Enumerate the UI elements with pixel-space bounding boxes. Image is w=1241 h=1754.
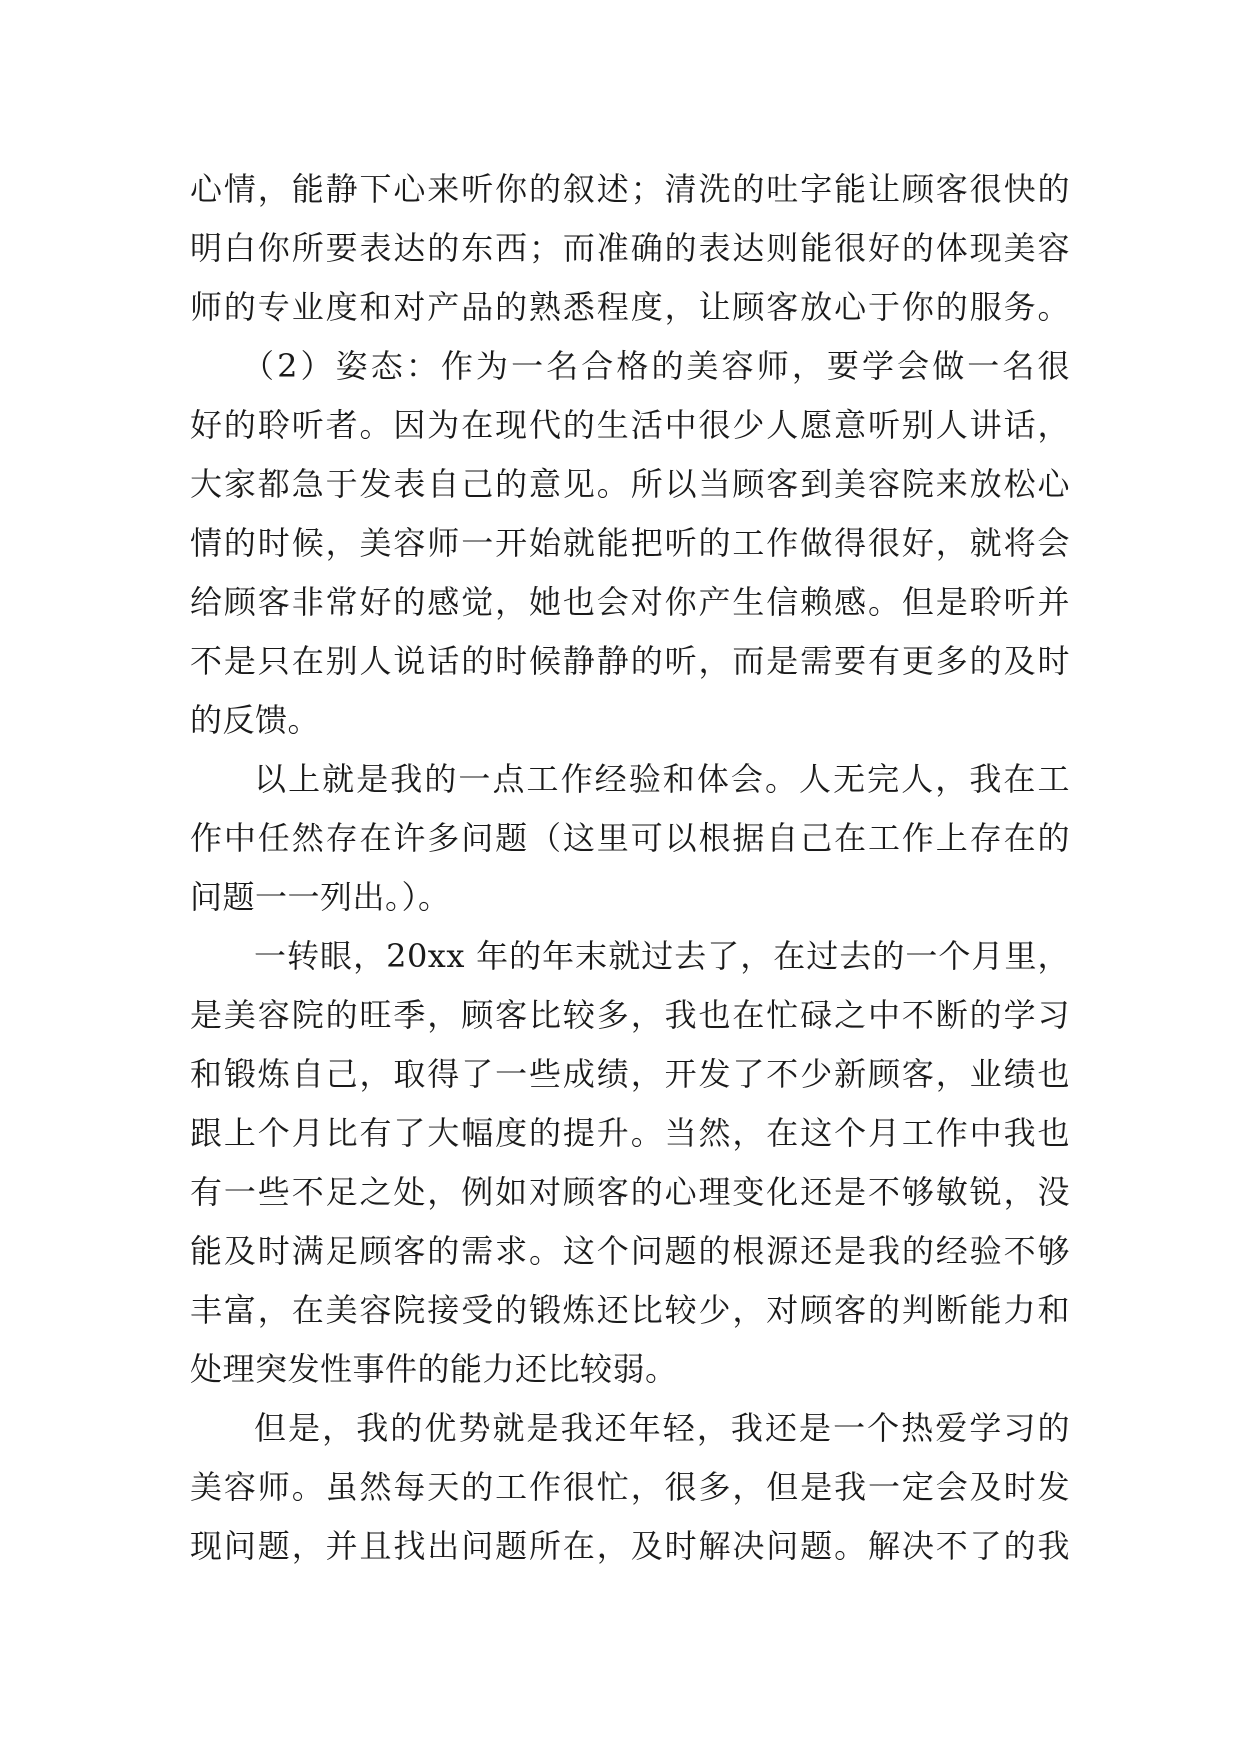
- text-line: 作中任然存在许多问题（这里可以根据自己在工作上存在的: [190, 819, 1070, 857]
- text-line: （2）姿态：作为一名合格的美容师，要学会做一名很: [242, 347, 1070, 385]
- text-line: 好的聆听者。因为在现代的生活中很少人愿意听别人讲话，: [190, 406, 1070, 444]
- text-line: 丰富，在美容院接受的锻炼还比较少，对顾客的判断能力和: [190, 1291, 1070, 1329]
- text-line: 明白你所要表达的东西；而准确的表达则能很好的体现美容: [190, 229, 1070, 267]
- text-line: 但是，我的优势就是我还年轻，我还是一个热爱学习的: [254, 1409, 1070, 1447]
- text-line: 心情，能静下心来听你的叙述；清洗的吐字能让顾客很快的: [190, 170, 1070, 208]
- text-line: 和锻炼自己，取得了一些成绩，开发了不少新顾客，业绩也: [190, 1055, 1070, 1093]
- text-line: 是美容院的旺季，顾客比较多，我也在忙碌之中不断的学习: [190, 996, 1070, 1034]
- document-body: [190, 160, 1070, 1576]
- text-line: 不是只在别人说话的时候静静的听，而是需要有更多的及时: [190, 642, 1070, 680]
- text-line: 情的时候，美容师一开始就能把听的工作做得很好，就将会: [190, 524, 1070, 562]
- text-line: 美容师。虽然每天的工作很忙，很多，但是我一定会及时发: [190, 1468, 1070, 1506]
- text-line: 问题一一列出。）。: [190, 878, 451, 916]
- text-line: 有一些不足之处，例如对顾客的心理变化还是不够敏锐，没: [190, 1173, 1070, 1211]
- text-line: 的反馈。: [190, 701, 321, 739]
- text-line: 大家都急于发表自己的意见。所以当顾客到美容院来放松心: [190, 465, 1070, 503]
- text-line: 处理突发性事件的能力还比较弱。: [190, 1350, 678, 1388]
- text-line: 以上就是我的一点工作经验和体会。人无完人，我在工: [254, 760, 1070, 798]
- text-line: 师的专业度和对产品的熟悉程度，让顾客放心于你的服务。: [190, 288, 1070, 326]
- text-line: 一转眼，20xx 年的年末就过去了，在过去的一个月里，: [254, 937, 1070, 975]
- text-line: 能及时满足顾客的需求。这个问题的根源还是我的经验不够: [190, 1232, 1070, 1270]
- text-line: 给顾客非常好的感觉，她也会对你产生信赖感。但是聆听并: [190, 583, 1070, 621]
- text-line: 现问题，并且找出问题所在，及时解决问题。解决不了的我: [190, 1527, 1070, 1565]
- text-line: 跟上个月比有了大幅度的提升。当然，在这个月工作中我也: [190, 1114, 1070, 1152]
